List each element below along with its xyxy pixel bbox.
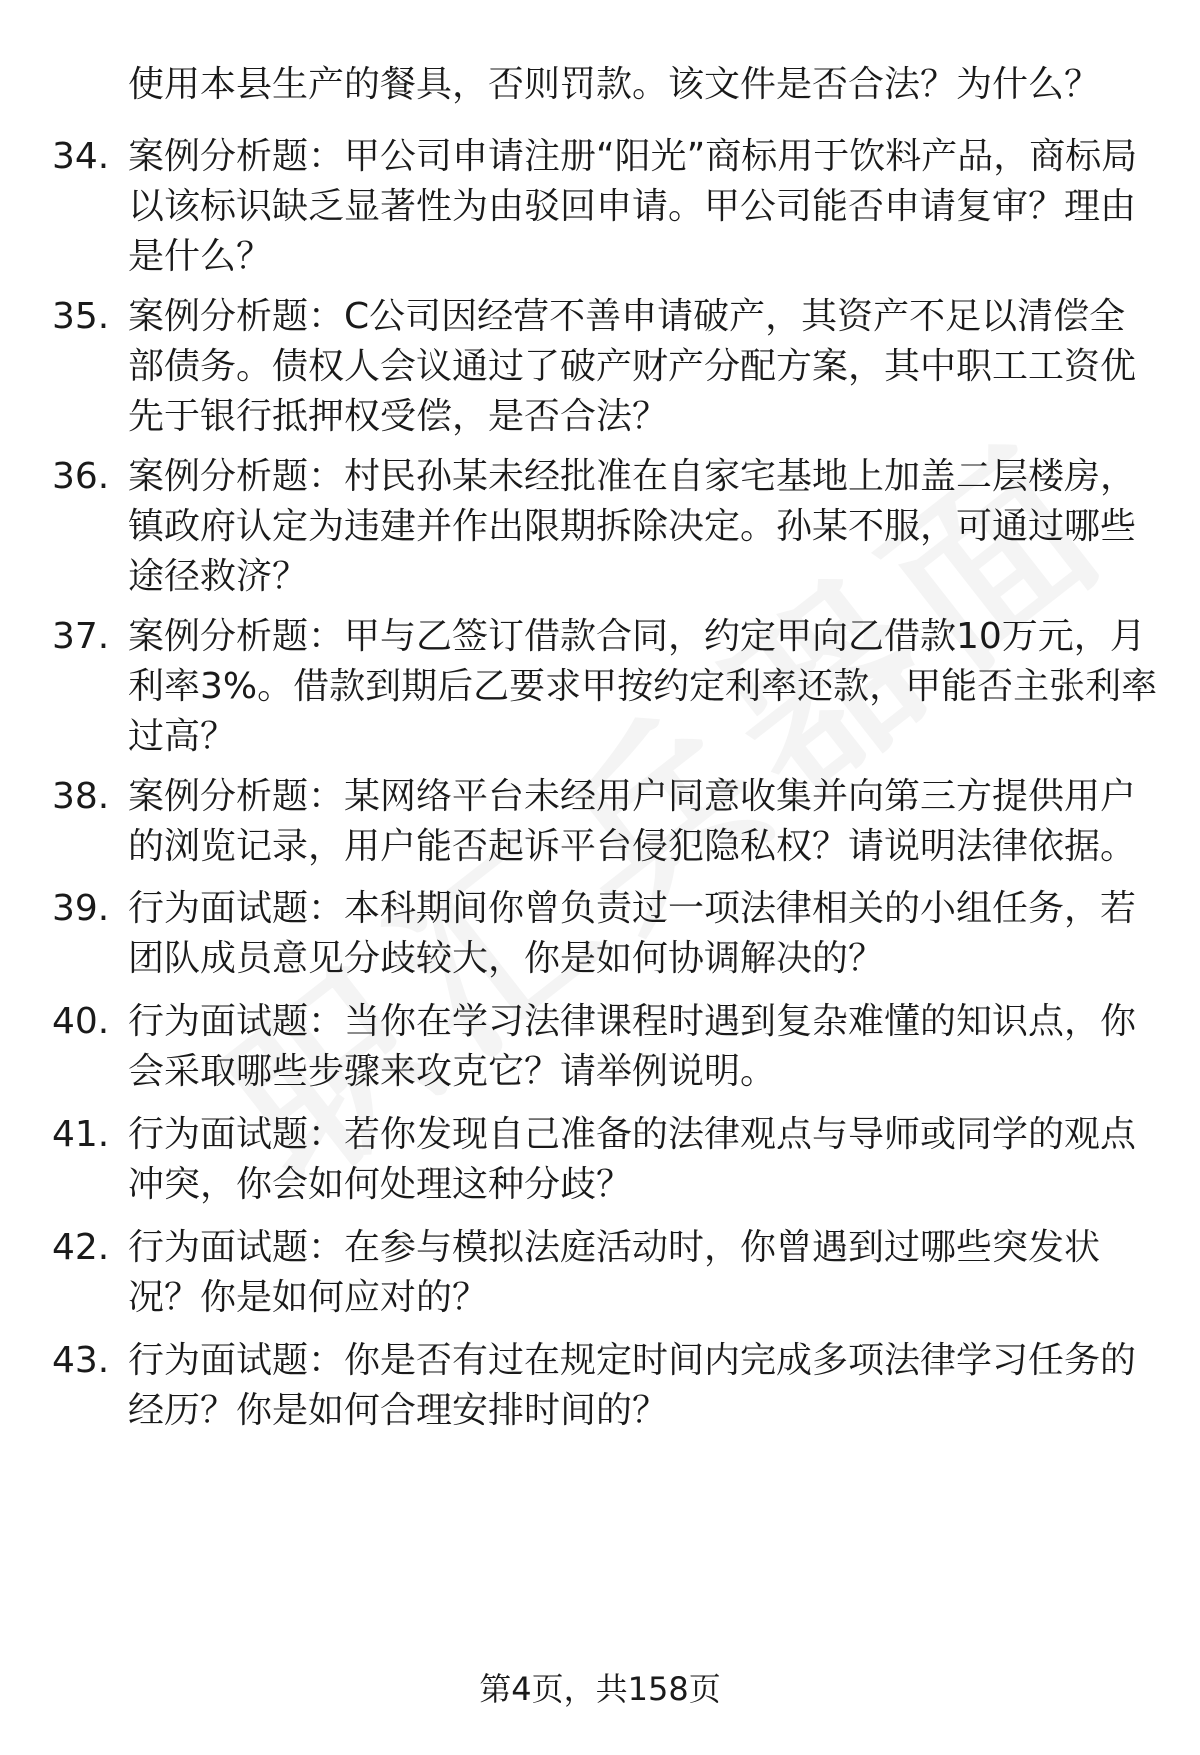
question-text: 案例分析题：甲公司申请注册“阳光”商标用于饮料产品，商标局以该标识缺乏显著性为由驳回申请。甲公司能否申请复审？理由是什么？ [128, 136, 1138, 277]
question-number: 42. [52, 1227, 110, 1268]
question-text: 行为面试题：若你发现自己准备的法律观点与导师或同学的观点冲突，你会如何处理这种分歧？ [128, 1114, 1137, 1205]
question-number: 39. [52, 888, 110, 929]
question-text: 行为面试题：你是否有过在规定时间内完成多项法律学习任务的经历？你是如何合理安排时间的？ [128, 1340, 1137, 1431]
question-text: 行为面试题：在参与模拟法庭活动时，你曾遇到过哪些突发状况？你是如何应对的？ [128, 1227, 1101, 1318]
question-text: 行为面试题：当你在学习法律课程时遇到复杂难懂的知识点，你会采取哪些步骤来攻克它？请举例说明。 [128, 1001, 1137, 1092]
question-number: 40. [52, 1001, 110, 1042]
question-number: 34. [52, 136, 110, 177]
question-number: 41. [52, 1114, 110, 1155]
question-text: 案例分析题：甲与乙签订借款合同，约定甲向乙借款10万元，月利率3%。借款到期后乙要求甲按约定利率还款，甲能否主张利率过高？ [128, 616, 1158, 757]
question-text: 案例分析题：C公司因经营不善申请破产，其资产不足以清偿全部债务。债权人会议通过了破产财产分配方案，其中职工工资优先于银行抵押权受偿，是否合法？ [128, 296, 1137, 437]
continued-text: 使用本县生产的餐具，否则罚款。该文件是否合法？为什么？ [128, 64, 1101, 105]
question-text: 案例分析题：某网络平台未经用户同意收集并向第三方提供用户的浏览记录，用户能否起诉平台侵犯隐私权？请说明法律依据。 [128, 776, 1137, 867]
question-text: 案例分析题：村民孙某未经批准在自家宅基地上加盖二层楼房，镇政府认定为违建并作出限期拆除决定。孙某不服，可通过哪些途径救济？ [128, 456, 1137, 597]
question-number: 36. [52, 456, 110, 497]
question-text: 行为面试题：本科期间你曾负责过一项法律相关的小组任务，若团队成员意见分歧较大，你是如何协调解决的？ [128, 888, 1137, 979]
question-number: 43. [52, 1340, 110, 1381]
question-number: 37. [52, 616, 110, 657]
question-number: 35. [52, 296, 110, 337]
question-number: 38. [52, 776, 110, 817]
page-number-footer: 第4页，共158页 [479, 1670, 721, 1708]
